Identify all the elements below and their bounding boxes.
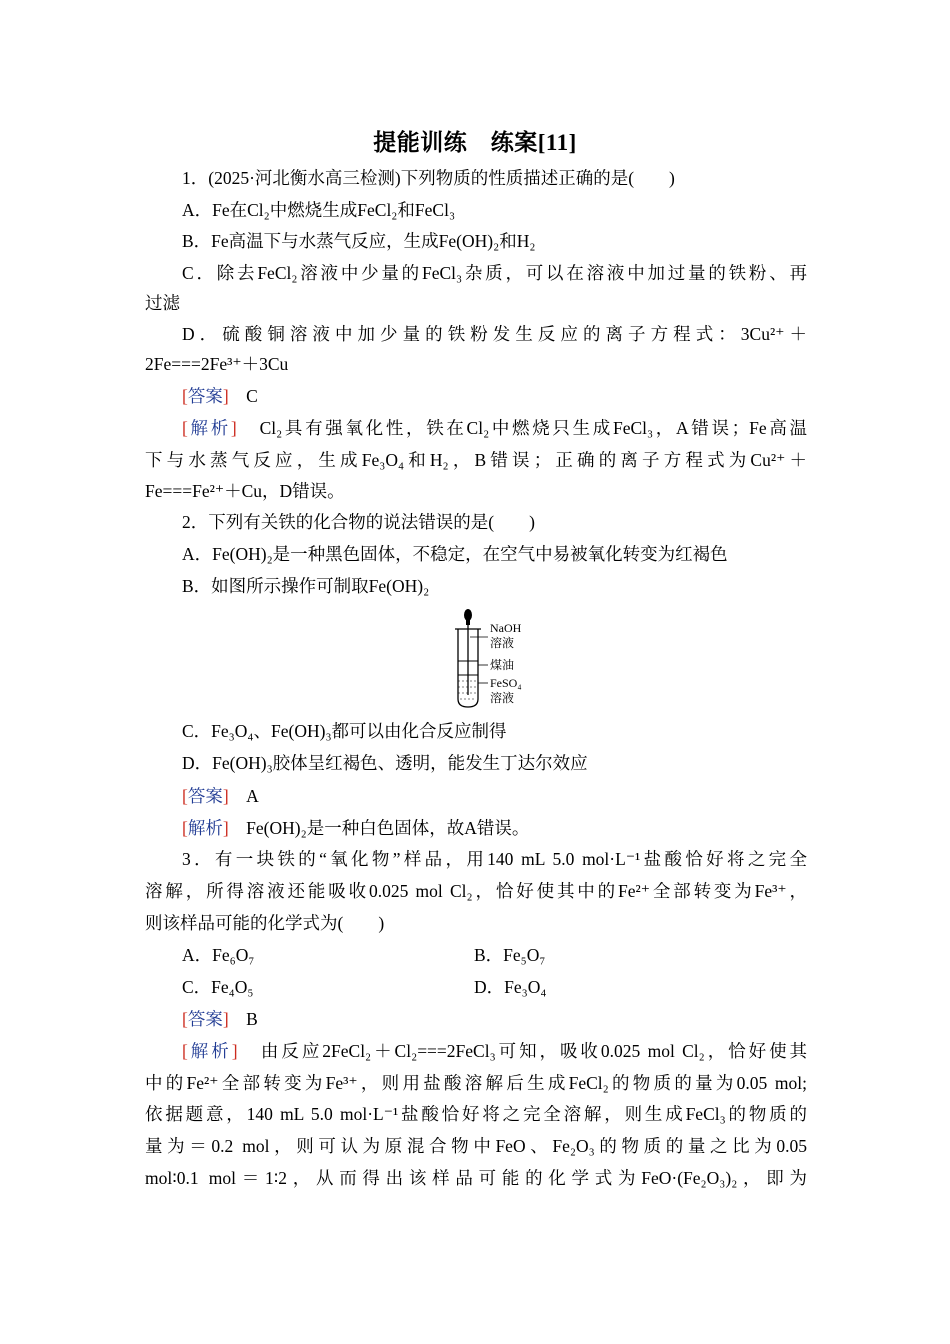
q3-answer-value: B [246,1009,258,1029]
q3-analysis-line3: 依据题意，140 mL 5.0 mol·L⁻¹盐酸恰好将之完全溶解，则生成FeCl₃的物质的 [145,1104,807,1124]
page-title: 提能训练 练案[11] [373,130,577,155]
label-kerosene: 煤油 [490,658,515,672]
q3-answer [182,1007,807,1031]
dropper-neck [466,620,470,625]
q2-option-d: D．Fe(OH)₃胶体呈红褐色、透明，能发生丁达尔效应 [182,753,588,773]
q2-answer [182,784,807,808]
apparatus-figure [440,607,550,711]
q3-option-d: D．Fe₃O₄ [474,977,547,997]
q1-option-c-line2: 过滤 [145,293,180,313]
answer-tag: [答案] [182,786,229,806]
q1-analysis-text1: Cl₂具有强氧化性，铁在Cl₂中燃烧只生成FeCl₃，A错误；Fe高温 [259,418,808,438]
q2-analysis-line1 [182,816,807,840]
q1-option-c-line1: C．除去FeCl₂溶液中少量的FeCl₃杂质，可以在溶液中加过量的铁粉、再 [182,263,807,283]
q2-option-a: A．Fe(OH)₂是一种黑色固体，不稳定，在空气中易被氧化转变为红褐色 [182,544,728,564]
q1-option-a: A．Fe在Cl₂中燃烧生成FeCl₂和FeCl₃ [182,200,456,220]
q2-analysis-text1: Fe(OH)₂是一种白色固体，故A错误。 [246,818,530,838]
q3-analysis-line1 [182,1039,807,1063]
label-naoh: NaOH [490,621,522,635]
label-feso4-solution: 溶液 [490,691,515,705]
q2-stem: 2．下列有关铁的化合物的说法错误的是( ) [182,512,535,532]
q3-analysis-line2: 中的Fe²⁺全部转变为Fe³⁺，则用盐酸溶解后生成FeCl₂的物质的量为0.05 mol; [145,1073,807,1093]
q3-stem-line1: 3．有一块铁的“氧化物”样品，用140 mL 5.0 mol·L⁻¹盐酸恰好将之完全 [182,849,807,869]
analysis-tag: [解析] [182,1041,238,1061]
q1-answer-value: C [246,386,258,406]
q3-analysis-text1: 由反应2FeCl₂＋Cl₂===2FeCl₃可知，吸收0.025 mol Cl₂，恰好使其 [260,1041,808,1061]
q3-option-c: C．Fe₄O₅ [182,977,254,997]
q1-analysis-line1 [182,416,807,440]
q3-stem-line3: 则该样品可能的化学式为( ) [145,913,385,933]
q1-option-b: B．Fe高温下与水蒸气反应，生成Fe(OH)₂和H₂ [182,231,536,251]
label-feso4: FeSO₄ [490,676,522,690]
analysis-tag: [解析] [182,818,229,838]
q3-stem-line2: 溶解，所得溶液还能吸收0.025 mol Cl₂，恰好使其中的Fe²⁺全部转变为Fe³⁺， [145,881,807,901]
q3-option-b: B．Fe₅O₇ [474,945,546,965]
answer-tag: [答案] [182,386,229,406]
q1-option-d-line1: D．硫酸铜溶液中加少量的铁粉发生反应的离子方程式：3Cu²⁺＋ [182,324,807,344]
q1-stem: 1．(2025·河北衡水高三检测)下列物质的性质描述正确的是( ) [182,168,675,188]
dropper-bulb [464,609,472,621]
q1-analysis-line2: 下与水蒸气反应，生成Fe₃O₄和H₂，B错误；正确的离子方程式为Cu²⁺＋ [145,450,807,470]
q3-analysis-line4: 量为＝0.2 mol，则可认为原混合物中FeO、Fe₂O₃的物质的量之比为0.05 [145,1136,807,1156]
answer-tag: [答案] [182,1009,229,1029]
q1-answer [182,384,807,408]
q3-option-a: A．Fe₆O₇ [182,945,255,965]
q2-option-c: C．Fe₃O₄、Fe(OH)₃都可以由化合反应制得 [182,721,507,741]
label-naoh-solution: 溶液 [490,636,515,650]
analysis-tag: [解析] [182,418,237,438]
q1-option-d-line2: 2Fe===2Fe³⁺＋3Cu [145,354,289,374]
q1-analysis-line3: Fe===Fe²⁺＋Cu，D错误。 [145,481,345,501]
q2-option-b: B．如图所示操作可制取Fe(OH)₂ [182,576,430,596]
q2-answer-value: A [246,786,259,806]
q3-analysis-line5: mol∶0.1 mol＝1∶2，从而得出该样品可能的化学式为FeO·(Fe₂O₃)₂，即为 [145,1168,807,1188]
